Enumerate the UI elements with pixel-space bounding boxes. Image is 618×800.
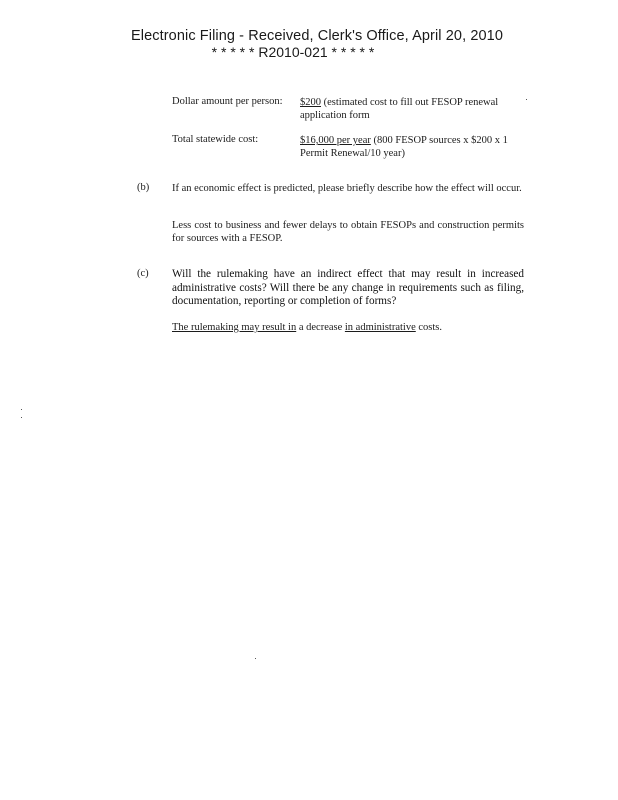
scan-speck [21,417,22,418]
per-person-amount: $200 [300,97,321,108]
scan-speck [526,99,527,100]
per-person-description-cont: application form [300,110,370,121]
statewide-value [300,134,525,160]
section-b-question: If an economic effect is predicted, please briefly describe how the effect will occur. [172,183,522,194]
section-c-answer-part2: a decrease [296,322,345,333]
statewide-description-cont: Permit Renewal/10 year) [300,148,405,159]
per-person-description: (estimated cost to fill out FESOP renewal [323,97,499,108]
statewide-description: (800 FESOP sources x $200 x 1 [373,135,508,146]
section-c-marker: (c) [137,268,149,279]
statewide-label: Total statewide cost: [172,134,259,145]
section-c-answer-part3: in administrative [344,322,416,333]
section-c-answer-part1: The rulemaking may result in [172,322,297,333]
per-person-label: Dollar amount per person: [172,96,283,107]
per-person-value [300,96,525,122]
section-c-question: Will the rulemaking have an indirect effect that may result in increased administrative costs? Will there be any change in requirements such as filing, documentation, reporting or completion of forms? [172,268,524,307]
statewide-amount: $16,000 per year [300,135,371,146]
scan-speck [255,658,256,659]
docket-number: * * * * * R2010-021 * * * * * [211,44,375,60]
section-b-answer: Less cost to business and fewer delays to obtain FESOPs and construction permits for sources with a FESOP. [172,220,524,244]
section-c-answer-part4: costs. [415,322,443,333]
section-c-answer [172,321,524,334]
scan-speck [21,409,22,410]
filing-stamp-line: Electronic Filing - Received, Clerk's Office, April 20, 2010 [131,28,503,44]
section-b-marker: (b) [137,182,150,193]
